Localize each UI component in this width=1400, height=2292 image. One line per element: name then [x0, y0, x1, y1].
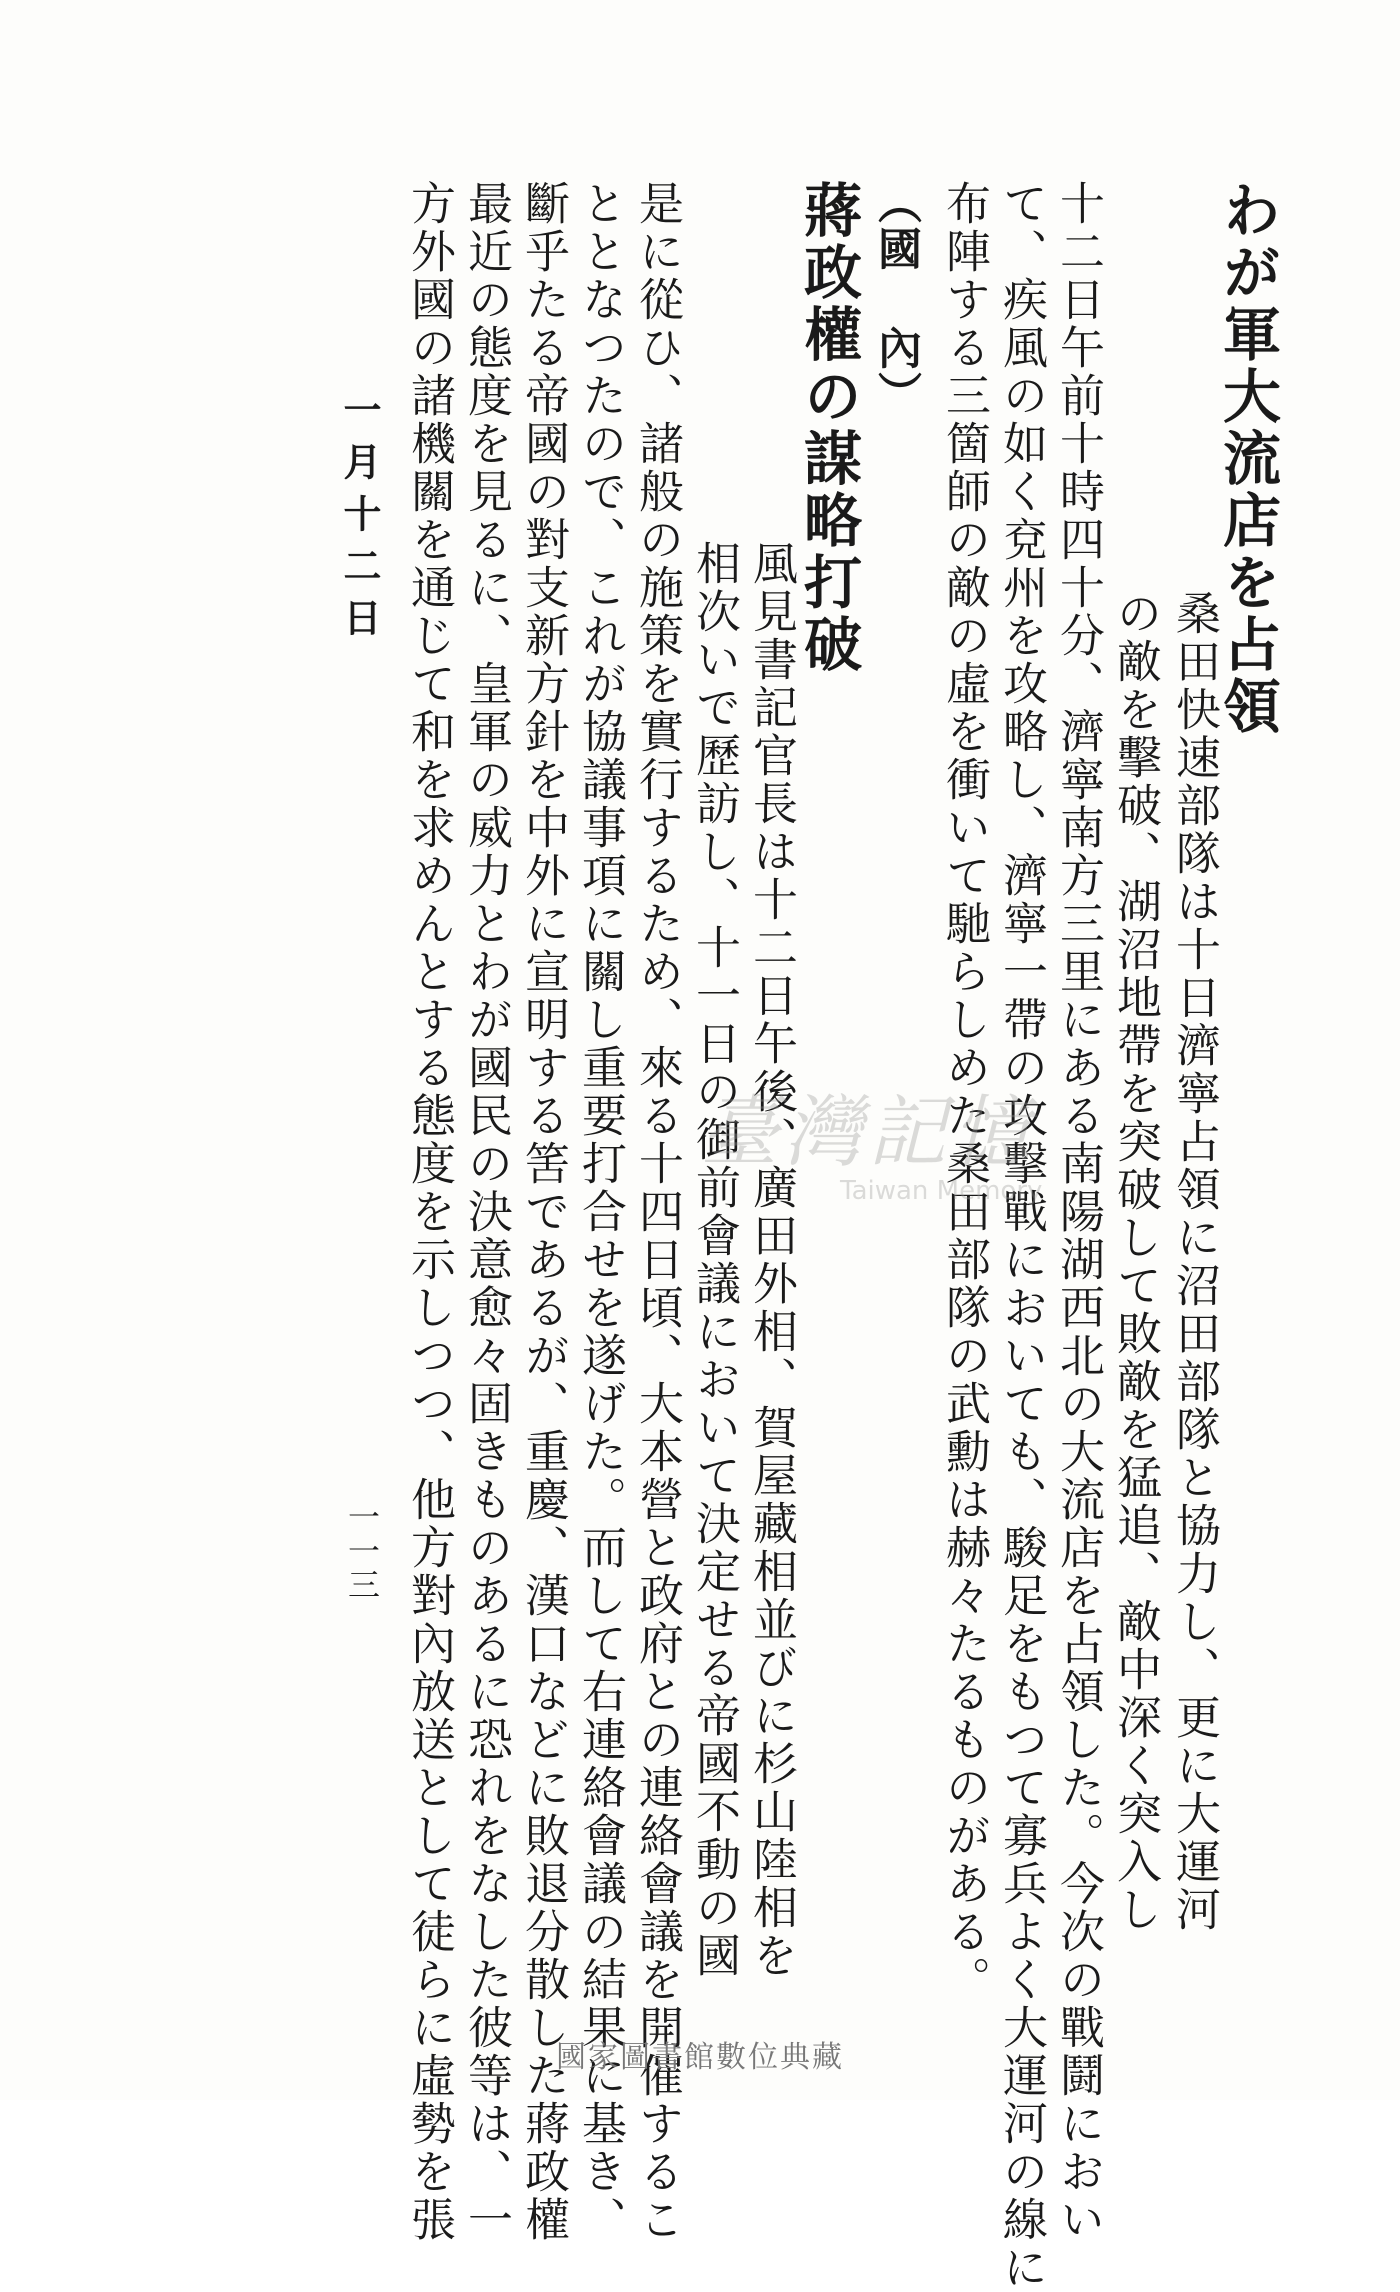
- article-1-line: の敵を擊破、湖沼地帶を突破して敗敵を猛追、敵中深く突入し: [1109, 590, 1162, 1934]
- article-1-line: て、疾風の如く兗州を攻略し、濟寧一帶の攻擊戰においても、駿足をもつて寡兵よく大運河の線に: [995, 180, 1048, 2292]
- section-label-domestic: （國 內）: [870, 180, 921, 417]
- article-2-line: 最近の態度を見るに、皇軍の威力とわが國民の決意愈々固きものあるに恐れをなした彼等は、一: [460, 180, 513, 2244]
- article-1-line: 十二日午前十時四十分、濟寧南方三里にある南陽湖西北の大流店を占領した。今次の戰鬪におい: [1052, 180, 1105, 2244]
- article-2-line: 方外國の諸機關を通じて和を求めんとする態度を示しつつ、他方對內放送として徒らに虛勢を張: [403, 180, 456, 2244]
- watermark-logo-text: 臺灣記憶: [700, 1088, 1037, 1178]
- article-1-line: 布陣する三箇師の敵の虛を衝いて馳らしめた桑田部隊の武勳は赫々たるものがある。: [938, 180, 991, 2004]
- watermark-subtext: Taiwan Memory: [840, 1176, 1043, 1206]
- article-1-title: わが軍大流店を占領: [1213, 180, 1281, 738]
- article-2-line: 是に從ひ、諸般の施策を實行するため、來る十四日頃、大本營と政府との連絡會議を開催するこ: [631, 180, 684, 2244]
- taiwan-memory-watermark: [700, 1070, 1120, 1210]
- article-2-line: ととなつたので、これが協議事項に關し重要打合せを遂げた。而して右連絡會議の結果に基き、: [574, 180, 627, 2244]
- footer-credit: 國家圖書館數位典藏: [556, 2040, 844, 2075]
- article-1-line: 桑田快速部隊は十日濟寧占領に沼田部隊と協力し、更に大運河: [1168, 590, 1221, 1934]
- article-2-line: 風見書記官長は十二日午後、廣田外相、賀屋藏相並びに杉山陸相を: [745, 540, 798, 1980]
- article-2-line: 相次いで歷訪し、十一日の御前會議において決定せる帝國不動の國: [688, 540, 741, 1980]
- running-date: 一月十二日: [337, 390, 382, 650]
- article-2-title: 蔣政權の謀略打破: [794, 180, 862, 676]
- article-2-line: 斷乎たる帝國の對支新方針を中外に宣明する筈であるが、重慶、漢口などに敗退分散した蔣政權: [517, 180, 570, 2244]
- page-number: 一一三: [343, 1500, 381, 1602]
